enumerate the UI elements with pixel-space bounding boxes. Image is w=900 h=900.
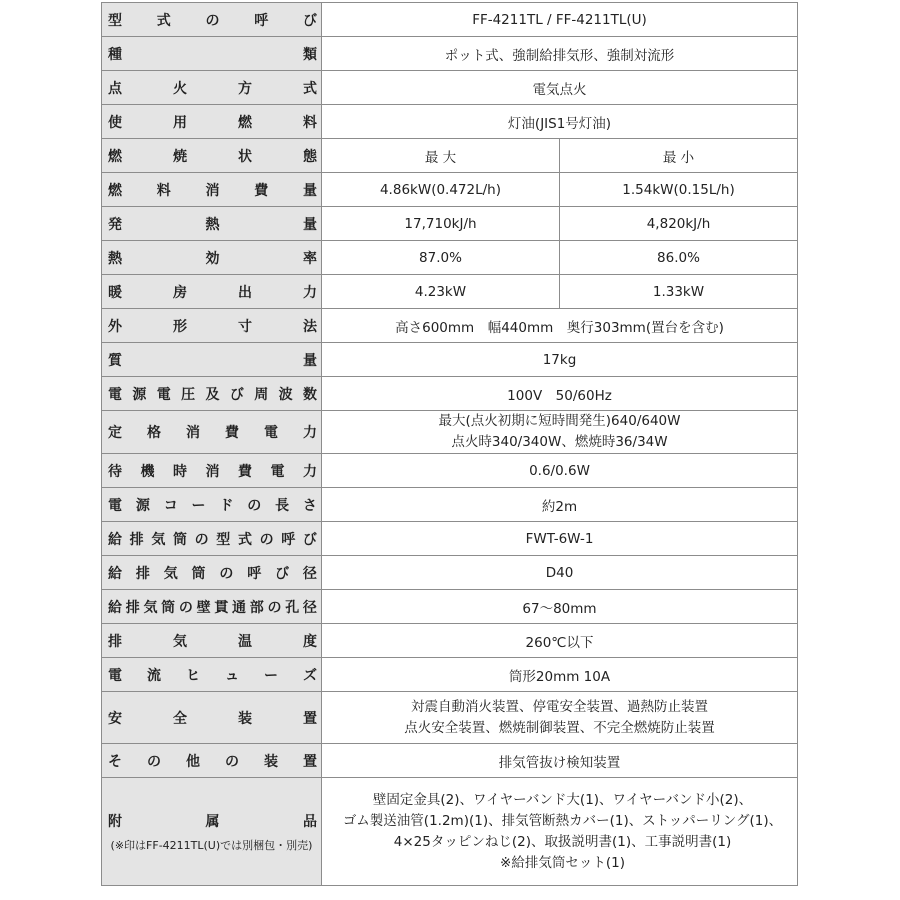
spec-row bbox=[102, 207, 798, 241]
spec-label-text: 電 流 ヒ ュ ー ズ bbox=[108, 667, 317, 684]
spec-value: D40 bbox=[322, 556, 798, 590]
spec-row bbox=[102, 692, 798, 744]
spec-row bbox=[102, 343, 798, 377]
spec-value-max: 87.0% bbox=[322, 241, 560, 275]
spec-label-text: 使 用 燃 料 bbox=[108, 114, 317, 131]
spec-label-text: 待 機 時 消 費 電 力 bbox=[108, 463, 317, 480]
spec-value-line: 最大(点火初期に短時間発生)640/640W bbox=[438, 413, 681, 429]
spec-value-max: 最 大 bbox=[322, 139, 560, 173]
spec-label bbox=[102, 454, 322, 488]
spec-value: ポット式、強制給排気形、強制対流形 bbox=[322, 37, 798, 71]
spec-label-text: 発 熱 量 bbox=[108, 216, 317, 233]
spec-label bbox=[102, 71, 322, 105]
spec-value-line: 対震自動消火装置、停電安全装置、過熱防止装置 bbox=[411, 698, 708, 715]
spec-value: 100V 50/60Hz bbox=[322, 377, 798, 411]
spec-label bbox=[102, 105, 322, 139]
spec-value-line: ※給排気筒セット(1) bbox=[500, 854, 625, 871]
spec-value-max: 17,710kJ/h bbox=[322, 207, 560, 241]
spec-row bbox=[102, 71, 798, 105]
spec-row bbox=[102, 309, 798, 343]
spec-row bbox=[102, 411, 798, 454]
spec-value-min: 4,820kJ/h bbox=[560, 207, 798, 241]
spec-label bbox=[102, 658, 322, 692]
spec-label bbox=[102, 173, 322, 207]
spec-label bbox=[102, 488, 322, 522]
spec-value-min: 最 小 bbox=[560, 139, 798, 173]
spec-row bbox=[102, 556, 798, 590]
spec-label bbox=[102, 309, 322, 343]
spec-row bbox=[102, 454, 798, 488]
spec-label-text: 給 排 気 筒 の 呼 び 径 bbox=[108, 565, 317, 582]
spec-label bbox=[102, 37, 322, 71]
spec-row bbox=[102, 105, 798, 139]
spec-value-min: 1.33kW bbox=[560, 275, 798, 309]
spec-value: 高さ600mm 幅440mm 奥行303mm(置台を含む) bbox=[322, 309, 798, 343]
spec-value-line: 点火時340/340W、燃焼時36/34W bbox=[451, 434, 668, 450]
spec-label-text: 電 源 コ ー ド の 長 さ bbox=[108, 497, 317, 514]
spec-value-max: 4.23kW bbox=[322, 275, 560, 309]
spec-value: 電気点火 bbox=[322, 71, 798, 105]
spec-label bbox=[102, 207, 322, 241]
spec-label bbox=[102, 139, 322, 173]
spec-label-text: 給 排 気 筒 の 型 式 の 呼 び bbox=[108, 531, 317, 548]
spec-label bbox=[102, 692, 322, 744]
spec-row bbox=[102, 590, 798, 624]
spec-label-text: 暖 房 出 力 bbox=[108, 284, 317, 301]
spec-row bbox=[102, 173, 798, 207]
spec-row bbox=[102, 778, 798, 886]
spec-value bbox=[322, 411, 798, 454]
spec-label-text: 排 気 温 度 bbox=[108, 633, 317, 650]
spec-row bbox=[102, 241, 798, 275]
spec-label bbox=[102, 3, 322, 37]
spec-table bbox=[101, 2, 798, 886]
spec-row bbox=[102, 275, 798, 309]
spec-value-line: ゴム製送油管(1.2m)(1)、排気管断熱カバー(1)、ストッパーリング(1)、 bbox=[342, 812, 783, 829]
spec-row bbox=[102, 658, 798, 692]
spec-row bbox=[102, 139, 798, 173]
spec-value-line: 点火安全装置、燃焼制御装置、不完全燃焼防止装置 bbox=[404, 719, 715, 736]
spec-label bbox=[102, 241, 322, 275]
spec-value: FWT-6W-1 bbox=[322, 522, 798, 556]
spec-value-line: 4×25タッピンねじ(2)、取扱説明書(1)、工事説明書(1) bbox=[393, 833, 732, 850]
spec-value bbox=[322, 692, 798, 744]
spec-label bbox=[102, 556, 322, 590]
spec-label bbox=[102, 590, 322, 624]
spec-row bbox=[102, 377, 798, 411]
spec-row bbox=[102, 522, 798, 556]
spec-value: 0.6/0.6W bbox=[322, 454, 798, 488]
spec-value-min: 86.0% bbox=[560, 241, 798, 275]
spec-label-text: 種 類 bbox=[108, 46, 317, 63]
spec-value: FF-4211TL / FF-4211TL(U) bbox=[322, 3, 798, 37]
spec-label bbox=[102, 522, 322, 556]
spec-label bbox=[102, 275, 322, 309]
spec-row bbox=[102, 488, 798, 522]
spec-row bbox=[102, 624, 798, 658]
spec-label bbox=[102, 343, 322, 377]
spec-label bbox=[102, 778, 322, 886]
spec-value: 排気管抜け検知装置 bbox=[322, 744, 798, 778]
spec-label-text: 定 格 消 費 電 力 bbox=[108, 425, 317, 441]
spec-row bbox=[102, 744, 798, 778]
spec-label-text: 点 火 方 式 bbox=[108, 80, 317, 97]
spec-label-text: 燃 焼 状 態 bbox=[108, 148, 317, 165]
spec-value-max: 4.86kW(0.472L/h) bbox=[322, 173, 560, 207]
spec-label-text: 外 形 寸 法 bbox=[108, 318, 317, 335]
spec-value: 260℃以下 bbox=[322, 624, 798, 658]
spec-row bbox=[102, 3, 798, 37]
spec-label bbox=[102, 744, 322, 778]
spec-label-text: 燃 料 消 費 量 bbox=[108, 182, 317, 199]
spec-value bbox=[322, 778, 798, 886]
spec-value: 17kg bbox=[322, 343, 798, 377]
spec-value: 67〜80mm bbox=[322, 590, 798, 624]
spec-label-text: そ の 他 の 装 置 bbox=[108, 753, 317, 770]
spec-label-text: 電 源 電 圧 及 び 周 波 数 bbox=[108, 386, 317, 403]
spec-label bbox=[102, 377, 322, 411]
spec-row bbox=[102, 37, 798, 71]
spec-label-text: 安 全 装 置 bbox=[108, 710, 317, 727]
spec-value: 約2m bbox=[322, 488, 798, 522]
spec-label bbox=[102, 411, 322, 454]
spec-value-line: 壁固定金具(2)、ワイヤーバンド大(1)、ワイヤーバンド小(2)、 bbox=[372, 791, 753, 808]
spec-label-text: 質 量 bbox=[108, 352, 317, 369]
spec-label-text: 型 式 の 呼 び bbox=[108, 12, 317, 29]
spec-label-text: 附 属 品 bbox=[108, 813, 317, 830]
spec-value: 灯油(JIS1号灯油) bbox=[322, 105, 798, 139]
spec-label bbox=[102, 624, 322, 658]
spec-label-text: 給 排 気 筒 の 壁 貫 通 部 の 孔 径 bbox=[108, 599, 317, 616]
spec-label-text: 熱 効 率 bbox=[108, 250, 317, 267]
spec-value-min: 1.54kW(0.15L/h) bbox=[560, 173, 798, 207]
spec-label-note: (※印はFF-4211TL(U)では別梱包・別売) bbox=[110, 838, 313, 852]
spec-value: 筒形20mm 10A bbox=[322, 658, 798, 692]
